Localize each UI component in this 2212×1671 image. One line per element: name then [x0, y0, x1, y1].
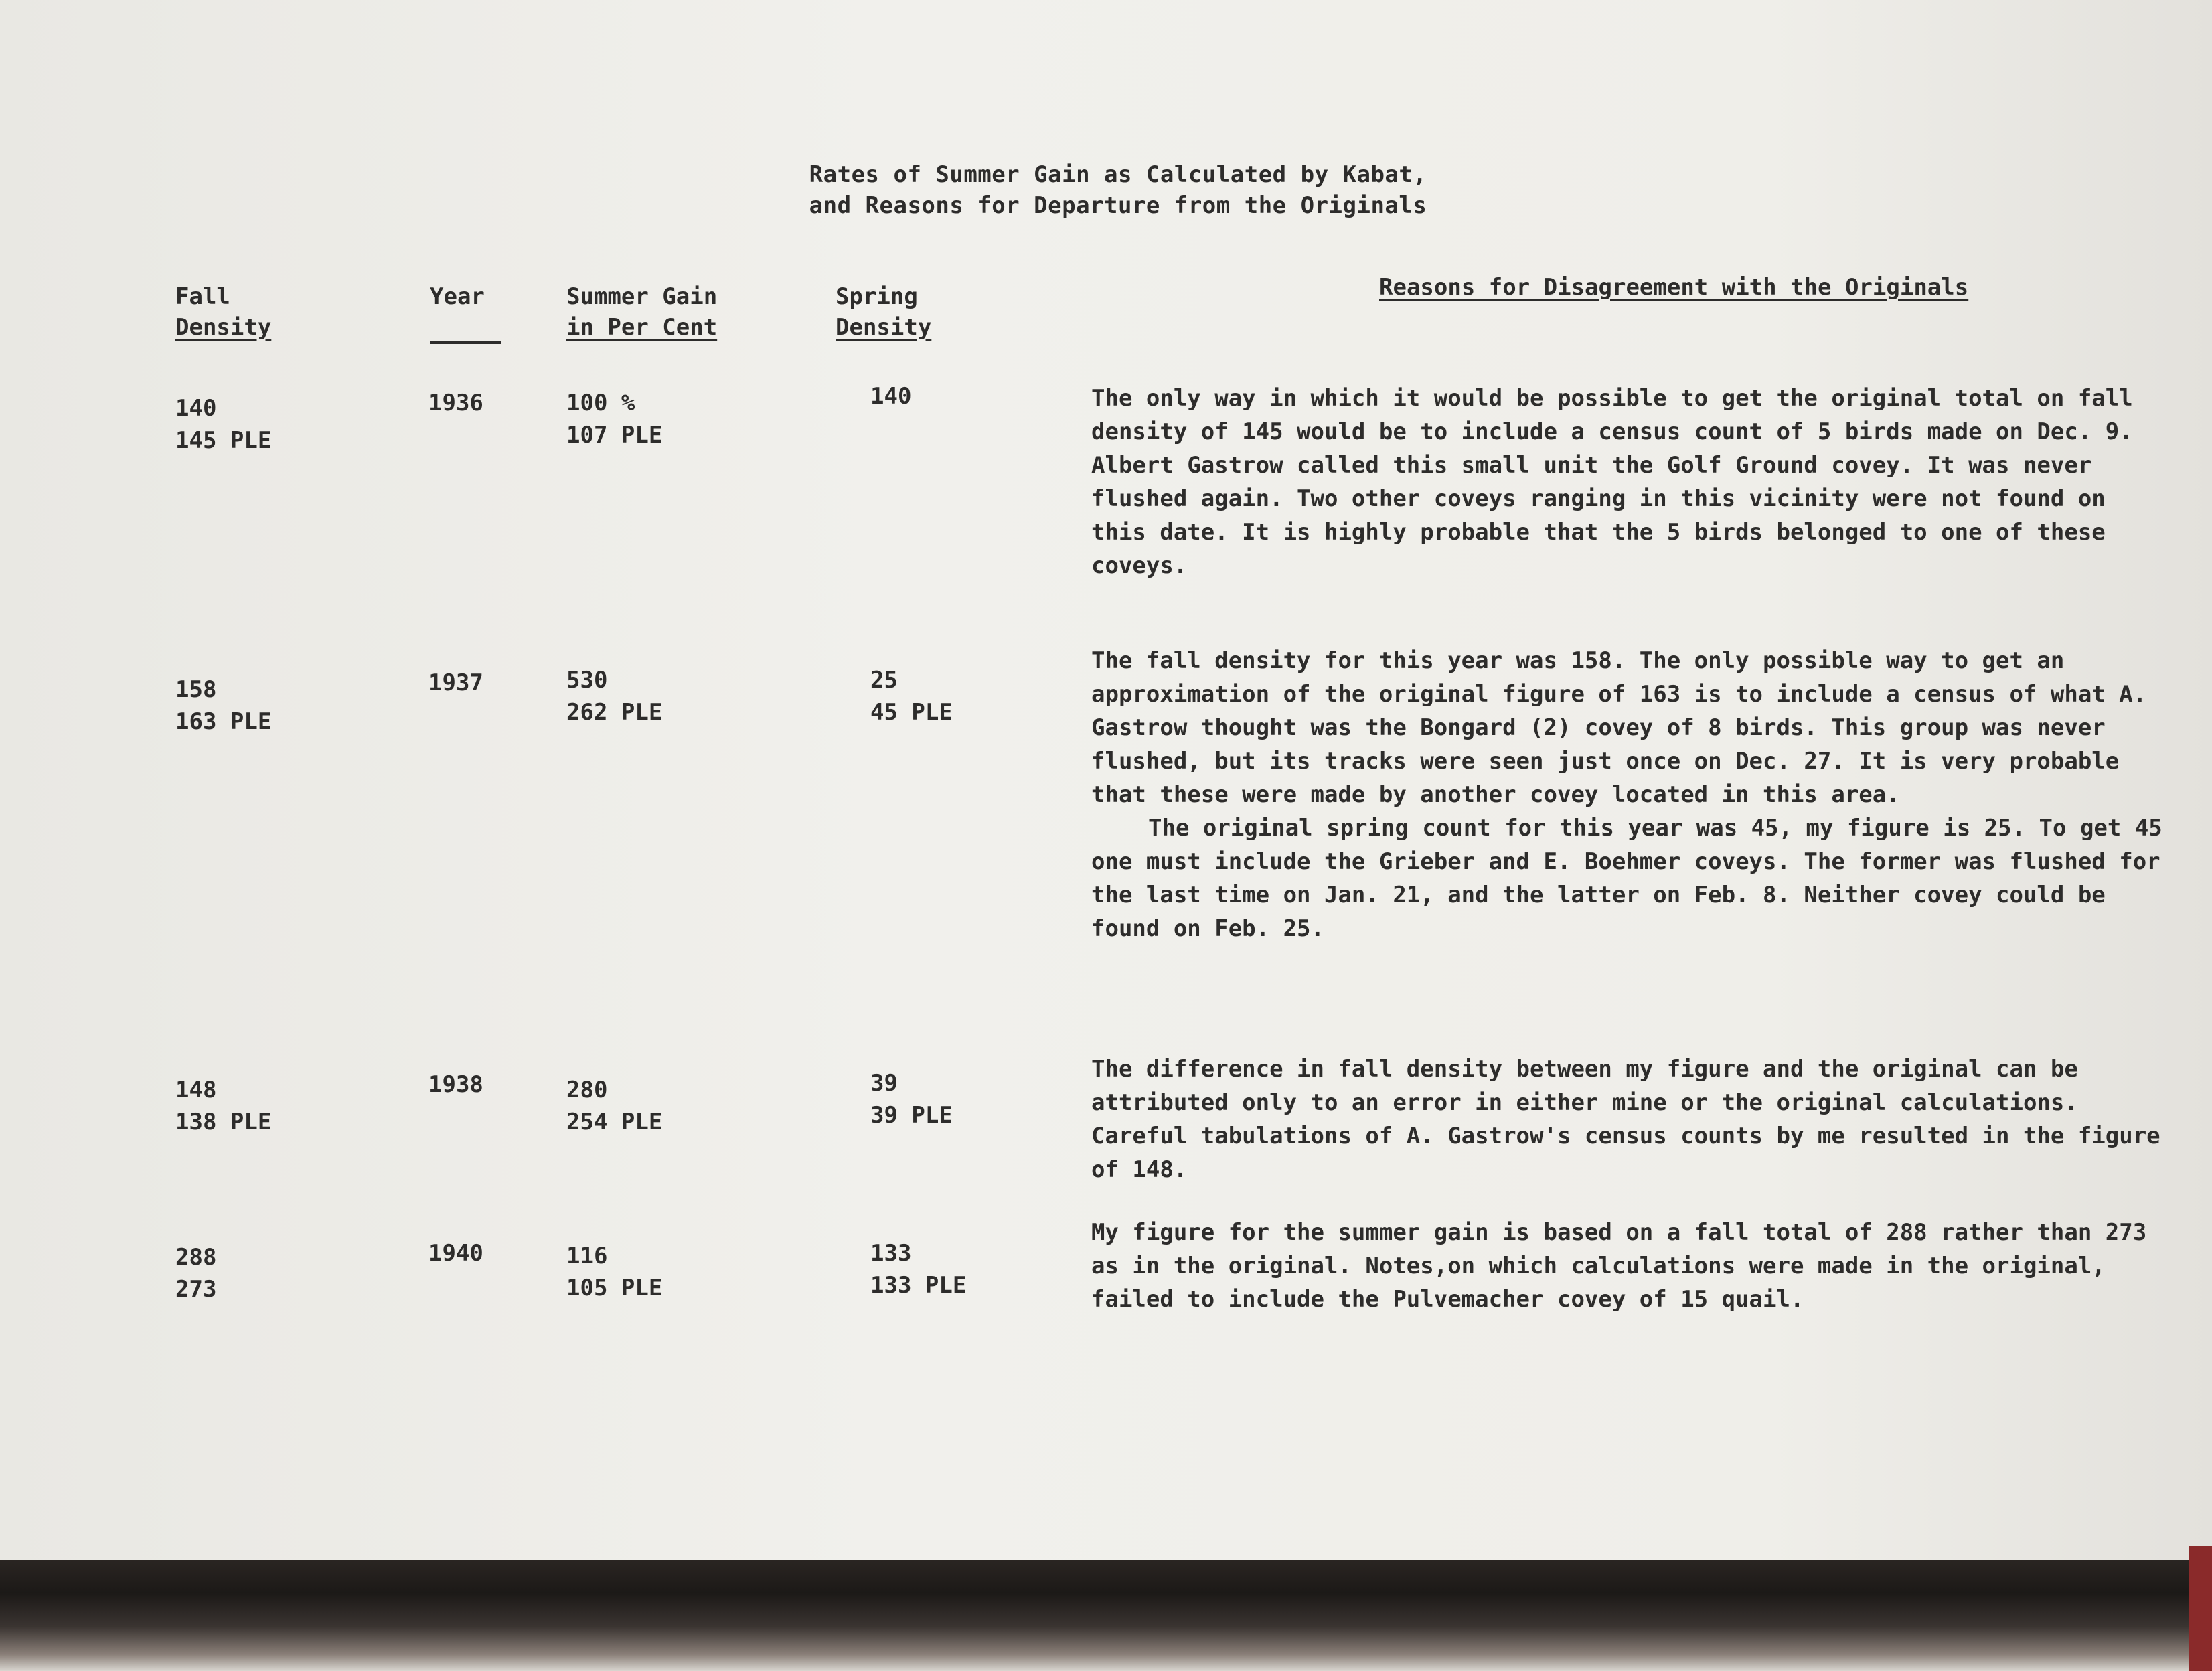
header-reasons — [1379, 272, 1968, 303]
row-1937-reason-paragraph-1: The fall density for this year was 158. The only possible way to get an approximation of the original figure of 163 is to include a census of what A. Gastrow thought was the Bongard (2) covey of 8 birds. This group was never flushed, but its tracks were seen just once on Dec. 27. It is very probable that these were made by another covey located in this area. — [1091, 647, 2147, 808]
title-line-1: Rates of Summer Gain as Calculated by Kabat, — [809, 161, 1427, 188]
header-reasons-label: Reasons for Disagreement with the Originals — [1379, 274, 1969, 301]
row-1936-reasons — [1091, 382, 2169, 582]
row-1940-reasons — [1091, 1216, 2169, 1316]
header-fall-density — [175, 281, 271, 343]
header-year-label: Year — [430, 283, 485, 310]
header-spring-density-line-2: Density — [836, 314, 932, 341]
row-1938-summer-gain: 280 254 PLE — [566, 1077, 663, 1135]
row-1937-spring-density: 25 45 PLE — [870, 667, 953, 726]
row-1936-year: 1936 — [428, 390, 483, 416]
row-1938-reasons — [1091, 1052, 2169, 1186]
header-summer-gain-line-1: Summer Gain — [566, 283, 718, 310]
book-fold-shadow — [0, 1560, 2212, 1671]
header-fall-density-line-1: Fall — [175, 283, 230, 310]
row-1937-summer-gain: 530 262 PLE — [566, 667, 663, 726]
row-1938-fall-density: 148 138 PLE — [175, 1077, 272, 1135]
row-1937-reasons — [1091, 644, 2169, 945]
header-summer-gain — [566, 281, 717, 343]
header-spring-density — [836, 281, 931, 343]
book-cover-edge — [2189, 1546, 2212, 1671]
header-year — [430, 281, 485, 312]
header-fall-density-line-2: Density — [175, 314, 272, 341]
row-1936-summer-gain: 100 % 107 PLE — [566, 390, 663, 449]
header-spring-density-line-1: Spring — [836, 283, 918, 310]
row-1940-fall-density: 288 273 — [175, 1244, 217, 1303]
row-1938-reason-paragraph: The difference in fall density between my figure and the original can be attributed only to an error in either mine or the original calculations. Careful tabulations of A. Gastrow's census counts by me resulted in the figure of 148. — [1091, 1056, 2160, 1183]
header-summer-gain-line-2: in Per Cent — [566, 314, 718, 341]
page-title — [703, 159, 1533, 221]
row-1940-spring-density: 133 133 PLE — [870, 1240, 967, 1299]
row-1940-reason-paragraph: My figure for the summer gain is based on a fall total of 288 rather than 273 as in the original. Notes,on which calculations were made in the original, failed to include the Pulvemacher covey of 15 quail. — [1091, 1219, 2147, 1313]
row-1936-reason-paragraph: The only way in which it would be possible to get the original total on fall density of 145 would be to include a census count of 5 birds made on Dec. 9. Albert Gastrow called this small unit the Golf Ground covey. It was never flushed again. Two other coveys ranging in this vicinity were not found on this date. It is highly probable that the 5 birds belonged to one of these coveys. — [1091, 385, 2133, 579]
row-1937-reason-paragraph-2: The original spring count for this year was 45, my figure is 25. To get 45 one must include the Grieber and E. Boehmer coveys. The former was flushed for the last time on Jan. 21, and the latter on Feb. 8. Neither covey could be found on Feb. 25. — [1091, 815, 2162, 942]
title-line-2: and Reasons for Departure from the Originals — [809, 192, 1427, 219]
row-1937-year: 1937 — [428, 669, 483, 696]
row-1936-spring-density: 140 — [870, 383, 912, 410]
header-year-rule — [430, 341, 501, 344]
row-1936-fall-density: 140 145 PLE — [175, 395, 272, 454]
row-1938-year: 1938 — [428, 1071, 483, 1098]
row-1937-fall-density: 158 163 PLE — [175, 676, 272, 735]
row-1938-spring-density: 39 39 PLE — [870, 1070, 953, 1129]
row-1940-year: 1940 — [428, 1240, 483, 1267]
row-1940-summer-gain: 116 105 PLE — [566, 1243, 663, 1301]
